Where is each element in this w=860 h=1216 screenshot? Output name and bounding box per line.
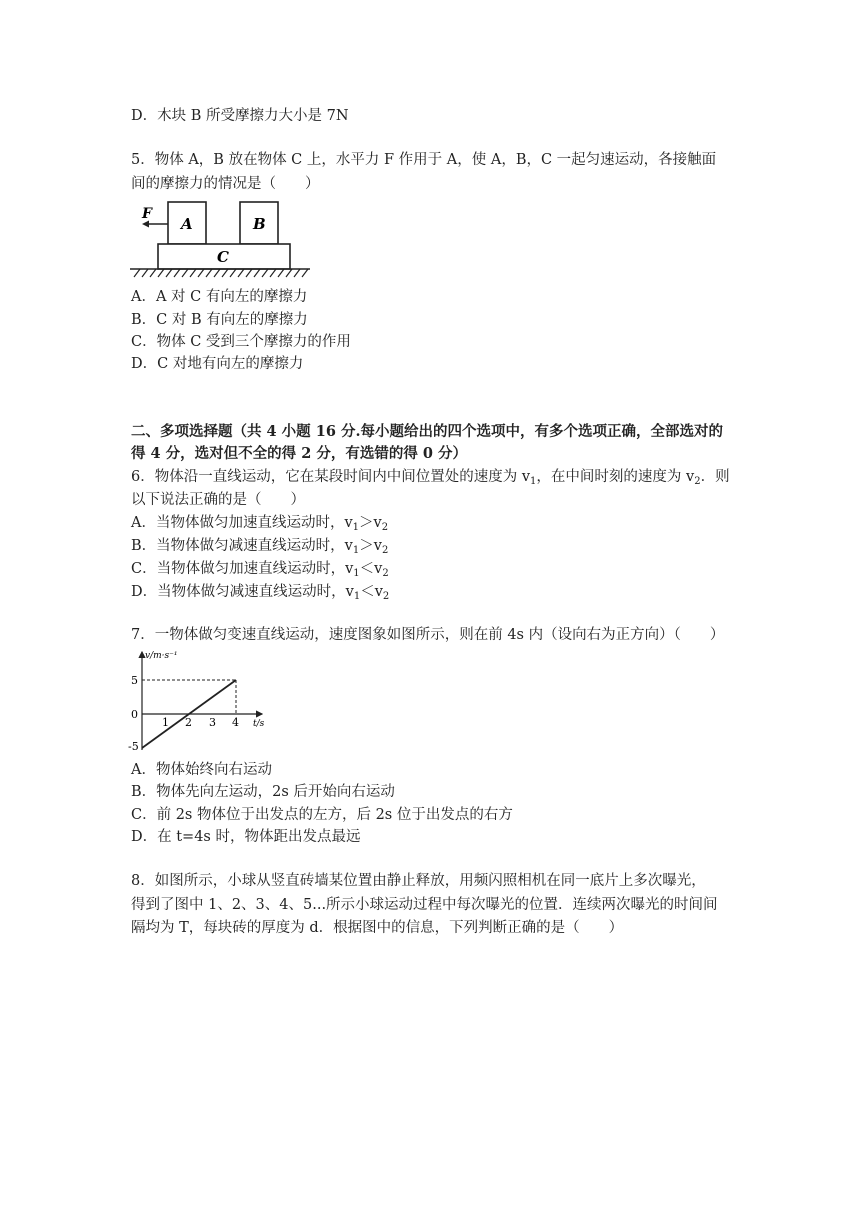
q6-option-d-sub1: 1 [353, 591, 361, 602]
q6-option-a [131, 513, 388, 538]
q6-option-b [131, 536, 388, 561]
x-tick-3: 3 [209, 716, 216, 729]
q8-stem-line2: 得到了图中 1、2、3、4、5...所示小球运动过程中每次曝光的位置．连续两次曝光的时间间 [131, 897, 718, 913]
q6-sub-1: 1 [530, 476, 537, 487]
graph-xlabel: t/s [253, 719, 265, 729]
q8-stem-line1: 8．如图所示，小球从竖直砖墙某位置由静止释放，用频闪照相机在同一底片上多次曝光， [131, 873, 706, 889]
q6-option-b-sub2: 2 [381, 545, 389, 556]
q6-stem-part2: ，在中间时刻的速度为 v [536, 469, 695, 485]
q6-option-d [131, 582, 389, 607]
q6-option-a-text: A．当物体做匀加速直线运动时，v [131, 515, 353, 531]
q6-option-b-sub1: 1 [352, 545, 360, 556]
label-a: A [181, 215, 193, 233]
q7-stem: 7．一物体做匀变速直线运动，速度图象如图所示，则在前 4s 内（设向右为正方向）（ ） [131, 627, 725, 643]
section2-header-line1: 二、多项选择题（共 4 小题 16 分.每小题给出的四个选项中，有多个选项正确，全部选对的 [131, 423, 724, 440]
q6-stem-part1: 6．物体沿一直线运动，它在某段时间内中间位置处的速度为 v [131, 469, 531, 485]
q5-blocks-figure [128, 198, 313, 278]
q6-stem-part3: ．则 [700, 469, 730, 485]
section2-header-line2: 得 4 分，选对但不全的得 2 分，有选错的得 0 分） [131, 445, 468, 462]
q5-option-c: C．物体 C 受到三个摩擦力的作用 [131, 334, 351, 350]
q7-option-a: A．物体始终向右运动 [131, 762, 272, 778]
x-tick-2: 2 [185, 716, 192, 729]
y-tick-5: 5 [131, 674, 138, 687]
q6-sub-2: 2 [694, 476, 701, 487]
q6-option-d-sub2: 2 [382, 591, 390, 602]
label-f: F [142, 206, 152, 222]
q6-option-c-sub2: 2 [382, 568, 389, 579]
y-tick-0: 0 [131, 708, 138, 721]
q5-stem-line2: 间的摩擦力的情况是（ ） [131, 176, 320, 192]
ground-hatch [134, 269, 308, 277]
q6-option-a-rel: ＞v [359, 515, 382, 531]
q5-stem-line1: 5．物体 A，B 放在物体 C 上，水平力 F 作用于 A，使 A，B，C 一起匀速运动，各接触面 [131, 152, 717, 168]
q6-option-b-rel: ＞v [359, 538, 382, 554]
y-tick-neg5: -5 [128, 740, 139, 752]
q6-stem-line2: 以下说法正确的是（ ） [131, 492, 305, 508]
label-b: B [253, 215, 266, 233]
q7-option-b: B．物体先向左运动，2s 后开始向右运动 [131, 784, 395, 800]
label-c: C [217, 248, 229, 266]
q5-option-a: A．A 对 C 有向左的摩擦力 [131, 289, 308, 305]
q6-stem-line1 [131, 467, 730, 492]
q7-option-d: D．在 t=4s 时，物体距出发点最远 [131, 829, 361, 845]
q8-stem-line3: 隔均为 T，每块砖的厚度为 d．根据图中的信息，下列判断正确的是（ ） [131, 920, 624, 936]
q6-option-c-text: C．当物体做匀加速直线运动时，v [131, 561, 354, 577]
q7-velocity-graph [128, 646, 268, 752]
q5-option-d: D．C 对地有向左的摩擦力 [131, 356, 304, 372]
q6-option-a-sub1: 1 [352, 522, 360, 533]
q6-option-c-sub1: 1 [353, 568, 360, 579]
q6-option-a-sub2: 2 [381, 522, 389, 533]
q6-option-b-text: B．当物体做匀减速直线运动时，v [131, 538, 353, 554]
q6-option-d-rel: ＜v [360, 584, 383, 600]
q6-option-d-text: D．当物体做匀减速直线运动时，v [131, 584, 354, 600]
q4-option-d: D．木块 B 所受摩擦力大小是 7N [131, 108, 349, 124]
q7-option-c: C．前 2s 物体位于出发点的左方，后 2s 位于出发点的右方 [131, 807, 513, 823]
q5-option-b: B．C 对 B 有向左的摩擦力 [131, 312, 308, 328]
q6-option-c-rel: ＜v [359, 561, 383, 577]
graph-ylabel: v/m·s⁻¹ [145, 651, 178, 661]
x-tick-1: 1 [162, 716, 169, 729]
q6-option-c [131, 559, 389, 584]
x-tick-4: 4 [232, 716, 239, 729]
